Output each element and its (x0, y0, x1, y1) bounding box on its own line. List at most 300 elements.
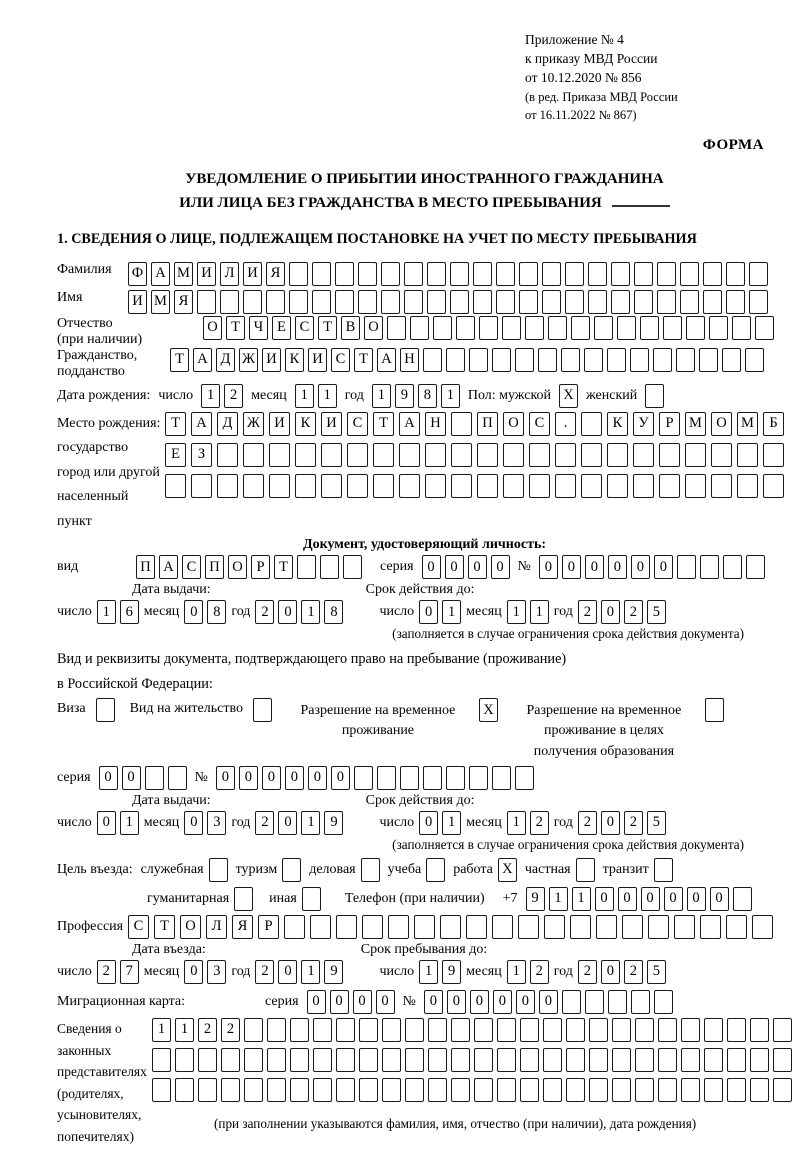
char-cell[interactable] (538, 348, 557, 372)
char-cell[interactable] (479, 316, 498, 340)
char-cell[interactable] (358, 262, 377, 286)
char-cell[interactable] (381, 262, 400, 286)
char-cell[interactable] (773, 1048, 792, 1072)
char-cell[interactable] (440, 915, 461, 939)
char-cell[interactable] (220, 290, 239, 314)
char-cell[interactable]: 1 (301, 960, 320, 984)
char-cell[interactable] (358, 290, 377, 314)
char-cell[interactable] (175, 1048, 194, 1072)
char-cell[interactable]: С (182, 555, 201, 579)
char-cell[interactable]: О (364, 316, 383, 340)
char-cell[interactable] (217, 474, 238, 498)
char-cell[interactable] (704, 1078, 723, 1102)
char-cell[interactable]: 2 (578, 960, 597, 984)
char-cell[interactable]: Т (165, 412, 186, 436)
char-cell[interactable]: А (191, 412, 212, 436)
char-cell[interactable] (576, 858, 595, 882)
char-cell[interactable]: 9 (442, 960, 461, 984)
char-cell[interactable] (704, 1048, 723, 1072)
char-cell[interactable] (168, 766, 187, 790)
char-cell[interactable]: 2 (530, 811, 549, 835)
char-cell[interactable] (336, 1048, 355, 1072)
char-cell[interactable]: П (205, 555, 224, 579)
char-cell[interactable]: Я (174, 290, 193, 314)
char-cell[interactable] (410, 316, 429, 340)
char-cell[interactable]: Д (216, 348, 235, 372)
char-cell[interactable] (658, 1018, 677, 1042)
char-cell[interactable]: 2 (624, 600, 643, 624)
char-cell[interactable] (565, 290, 584, 314)
char-cell[interactable]: 0 (216, 766, 235, 790)
char-cell[interactable]: 0 (376, 990, 395, 1014)
char-cell[interactable]: Т (318, 316, 337, 340)
char-cell[interactable]: 0 (99, 766, 118, 790)
char-cell[interactable]: И (197, 262, 216, 286)
char-cell[interactable] (373, 474, 394, 498)
char-cell[interactable]: Е (272, 316, 291, 340)
char-cell[interactable] (518, 915, 539, 939)
char-cell[interactable] (198, 1078, 217, 1102)
char-cell[interactable]: И (128, 290, 147, 314)
char-cell[interactable]: Н (425, 412, 446, 436)
char-cell[interactable]: 1 (549, 887, 568, 911)
char-cell[interactable] (425, 474, 446, 498)
char-cell[interactable]: С (529, 412, 550, 436)
char-cell[interactable]: И (321, 412, 342, 436)
char-cell[interactable] (456, 316, 475, 340)
char-cell[interactable]: 0 (654, 555, 673, 579)
char-cell[interactable]: 5 (647, 600, 666, 624)
char-cell[interactable] (359, 1018, 378, 1042)
char-cell[interactable] (425, 443, 446, 467)
char-cell[interactable] (612, 1048, 631, 1072)
char-cell[interactable]: Ч (249, 316, 268, 340)
char-cell[interactable] (645, 384, 664, 408)
char-cell[interactable]: X (479, 698, 498, 722)
char-cell[interactable] (588, 262, 607, 286)
char-cell[interactable]: 7 (120, 960, 139, 984)
char-cell[interactable] (502, 316, 521, 340)
char-cell[interactable]: 1 (318, 384, 337, 408)
char-cell[interactable] (648, 915, 669, 939)
char-cell[interactable] (451, 474, 472, 498)
char-cell[interactable] (473, 262, 492, 286)
char-cell[interactable] (387, 316, 406, 340)
char-cell[interactable] (543, 1048, 562, 1072)
char-cell[interactable] (634, 290, 653, 314)
char-cell[interactable] (503, 474, 524, 498)
char-cell[interactable] (381, 290, 400, 314)
char-cell[interactable]: 0 (447, 990, 466, 1014)
char-cell[interactable]: С (128, 915, 149, 939)
char-cell[interactable] (282, 858, 301, 882)
char-cell[interactable] (496, 290, 515, 314)
char-cell[interactable] (497, 1078, 516, 1102)
char-cell[interactable] (474, 1078, 493, 1102)
char-cell[interactable] (221, 1078, 240, 1102)
char-cell[interactable] (763, 443, 784, 467)
char-cell[interactable] (711, 474, 732, 498)
char-cell[interactable] (320, 555, 339, 579)
char-cell[interactable]: В (341, 316, 360, 340)
char-cell[interactable] (555, 443, 576, 467)
char-cell[interactable] (321, 474, 342, 498)
char-cell[interactable]: 1 (120, 811, 139, 835)
char-cell[interactable]: 0 (601, 600, 620, 624)
char-cell[interactable] (726, 262, 745, 286)
char-cell[interactable] (581, 474, 602, 498)
char-cell[interactable]: 0 (470, 990, 489, 1014)
char-cell[interactable] (295, 443, 316, 467)
char-cell[interactable] (542, 262, 561, 286)
char-cell[interactable]: 0 (308, 766, 327, 790)
char-cell[interactable] (373, 443, 394, 467)
char-cell[interactable] (722, 348, 741, 372)
char-cell[interactable] (726, 290, 745, 314)
char-cell[interactable] (336, 1018, 355, 1042)
char-cell[interactable] (763, 474, 784, 498)
char-cell[interactable] (635, 1078, 654, 1102)
char-cell[interactable]: 0 (184, 811, 203, 835)
char-cell[interactable]: Т (170, 348, 189, 372)
char-cell[interactable] (503, 443, 524, 467)
char-cell[interactable] (727, 1048, 746, 1072)
char-cell[interactable]: 0 (278, 600, 297, 624)
char-cell[interactable] (555, 474, 576, 498)
char-cell[interactable] (589, 1048, 608, 1072)
char-cell[interactable] (746, 555, 765, 579)
char-cell[interactable]: 0 (516, 990, 535, 1014)
char-cell[interactable]: 0 (445, 555, 464, 579)
char-cell[interactable]: 0 (491, 555, 510, 579)
char-cell[interactable] (423, 348, 442, 372)
char-cell[interactable] (451, 412, 472, 436)
char-cell[interactable]: Т (226, 316, 245, 340)
char-cell[interactable]: П (136, 555, 155, 579)
char-cell[interactable] (585, 990, 604, 1014)
char-cell[interactable]: 0 (184, 960, 203, 984)
char-cell[interactable] (727, 1018, 746, 1042)
char-cell[interactable] (152, 1048, 171, 1072)
char-cell[interactable] (400, 766, 419, 790)
char-cell[interactable] (497, 1018, 516, 1042)
char-cell[interactable] (267, 1018, 286, 1042)
char-cell[interactable]: 0 (618, 887, 637, 911)
char-cell[interactable]: 0 (122, 766, 141, 790)
char-cell[interactable]: Н (400, 348, 419, 372)
char-cell[interactable]: Р (659, 412, 680, 436)
char-cell[interactable] (750, 1018, 769, 1042)
char-cell[interactable] (414, 915, 435, 939)
char-cell[interactable] (404, 262, 423, 286)
char-cell[interactable] (515, 348, 534, 372)
char-cell[interactable]: Ж (239, 348, 258, 372)
char-cell[interactable]: 2 (221, 1018, 240, 1042)
char-cell[interactable]: 2 (224, 384, 243, 408)
char-cell[interactable]: О (203, 316, 222, 340)
char-cell[interactable] (244, 1048, 263, 1072)
char-cell[interactable] (749, 290, 768, 314)
char-cell[interactable] (635, 1048, 654, 1072)
char-cell[interactable] (663, 316, 682, 340)
char-cell[interactable] (354, 766, 373, 790)
char-cell[interactable]: 1 (201, 384, 220, 408)
char-cell[interactable]: И (308, 348, 327, 372)
char-cell[interactable] (433, 316, 452, 340)
char-cell[interactable]: 0 (262, 766, 281, 790)
char-cell[interactable]: М (685, 412, 706, 436)
char-cell[interactable] (243, 443, 264, 467)
char-cell[interactable] (404, 290, 423, 314)
char-cell[interactable] (473, 290, 492, 314)
char-cell[interactable]: 1 (507, 811, 526, 835)
char-cell[interactable] (685, 474, 706, 498)
char-cell[interactable]: Т (373, 412, 394, 436)
char-cell[interactable] (561, 348, 580, 372)
char-cell[interactable] (446, 766, 465, 790)
char-cell[interactable]: 0 (493, 990, 512, 1014)
char-cell[interactable]: 0 (278, 960, 297, 984)
char-cell[interactable] (607, 443, 628, 467)
char-cell[interactable] (423, 766, 442, 790)
char-cell[interactable]: Т (354, 348, 373, 372)
char-cell[interactable] (492, 766, 511, 790)
char-cell[interactable]: 2 (624, 811, 643, 835)
char-cell[interactable]: Д (217, 412, 238, 436)
char-cell[interactable] (269, 474, 290, 498)
char-cell[interactable] (427, 262, 446, 286)
char-cell[interactable] (253, 698, 272, 722)
char-cell[interactable]: 3 (207, 811, 226, 835)
char-cell[interactable] (658, 1048, 677, 1072)
char-cell[interactable]: 0 (353, 990, 372, 1014)
char-cell[interactable]: . (555, 412, 576, 436)
char-cell[interactable]: Т (274, 555, 293, 579)
char-cell[interactable] (96, 698, 115, 722)
char-cell[interactable]: О (180, 915, 201, 939)
char-cell[interactable] (427, 290, 446, 314)
char-cell[interactable]: 1 (372, 384, 391, 408)
char-cell[interactable]: Б (763, 412, 784, 436)
char-cell[interactable]: И (262, 348, 281, 372)
char-cell[interactable]: 0 (585, 555, 604, 579)
char-cell[interactable]: 1 (572, 887, 591, 911)
char-cell[interactable] (313, 1078, 332, 1102)
char-cell[interactable] (681, 1078, 700, 1102)
char-cell[interactable]: 1 (441, 384, 460, 408)
char-cell[interactable] (750, 1048, 769, 1072)
char-cell[interactable]: 2 (578, 811, 597, 835)
char-cell[interactable] (737, 474, 758, 498)
char-cell[interactable] (640, 316, 659, 340)
char-cell[interactable] (405, 1078, 424, 1102)
char-cell[interactable] (596, 915, 617, 939)
char-cell[interactable]: 5 (647, 811, 666, 835)
char-cell[interactable] (165, 474, 186, 498)
char-cell[interactable] (737, 443, 758, 467)
char-cell[interactable] (607, 348, 626, 372)
char-cell[interactable] (566, 1018, 585, 1042)
char-cell[interactable] (588, 290, 607, 314)
char-cell[interactable]: 0 (419, 600, 438, 624)
char-cell[interactable] (745, 348, 764, 372)
char-cell[interactable] (703, 262, 722, 286)
char-cell[interactable] (451, 443, 472, 467)
char-cell[interactable] (289, 262, 308, 286)
char-cell[interactable]: О (711, 412, 732, 436)
char-cell[interactable] (612, 1018, 631, 1042)
char-cell[interactable]: Р (251, 555, 270, 579)
char-cell[interactable] (310, 915, 331, 939)
char-cell[interactable] (529, 443, 550, 467)
char-cell[interactable] (221, 1048, 240, 1072)
char-cell[interactable]: Е (165, 443, 186, 467)
char-cell[interactable]: 2 (255, 811, 274, 835)
char-cell[interactable]: 1 (175, 1018, 194, 1042)
char-cell[interactable] (570, 915, 591, 939)
char-cell[interactable] (405, 1018, 424, 1042)
char-cell[interactable]: 6 (120, 600, 139, 624)
char-cell[interactable] (267, 1078, 286, 1102)
char-cell[interactable] (382, 1078, 401, 1102)
char-cell[interactable]: 1 (295, 384, 314, 408)
char-cell[interactable] (654, 990, 673, 1014)
char-cell[interactable]: 1 (442, 600, 461, 624)
char-cell[interactable]: X (498, 858, 517, 882)
char-cell[interactable] (733, 887, 752, 911)
char-cell[interactable] (548, 316, 567, 340)
char-cell[interactable]: 0 (562, 555, 581, 579)
char-cell[interactable]: 8 (324, 600, 343, 624)
char-cell[interactable] (727, 1078, 746, 1102)
char-cell[interactable] (631, 990, 650, 1014)
char-cell[interactable] (312, 290, 331, 314)
char-cell[interactable] (686, 316, 705, 340)
char-cell[interactable] (723, 555, 742, 579)
char-cell[interactable] (653, 348, 672, 372)
char-cell[interactable] (773, 1018, 792, 1042)
char-cell[interactable] (674, 915, 695, 939)
char-cell[interactable]: 0 (641, 887, 660, 911)
char-cell[interactable] (635, 1018, 654, 1042)
char-cell[interactable] (477, 443, 498, 467)
char-cell[interactable] (343, 555, 362, 579)
char-cell[interactable]: Р (258, 915, 279, 939)
char-cell[interactable]: 9 (324, 960, 343, 984)
char-cell[interactable] (466, 915, 487, 939)
char-cell[interactable] (681, 1048, 700, 1072)
char-cell[interactable] (426, 858, 445, 882)
char-cell[interactable] (217, 443, 238, 467)
char-cell[interactable] (474, 1018, 493, 1042)
char-cell[interactable]: Л (220, 262, 239, 286)
char-cell[interactable]: 0 (330, 990, 349, 1014)
char-cell[interactable]: 2 (255, 600, 274, 624)
char-cell[interactable] (520, 1078, 539, 1102)
char-cell[interactable] (634, 262, 653, 286)
char-cell[interactable] (732, 316, 751, 340)
char-cell[interactable] (290, 1048, 309, 1072)
char-cell[interactable]: А (193, 348, 212, 372)
char-cell[interactable] (749, 262, 768, 286)
char-cell[interactable] (244, 1018, 263, 1042)
char-cell[interactable] (589, 1078, 608, 1102)
char-cell[interactable] (290, 1078, 309, 1102)
char-cell[interactable]: 0 (601, 811, 620, 835)
char-cell[interactable]: 2 (530, 960, 549, 984)
char-cell[interactable] (611, 262, 630, 286)
char-cell[interactable] (589, 1018, 608, 1042)
char-cell[interactable]: С (295, 316, 314, 340)
char-cell[interactable] (297, 555, 316, 579)
char-cell[interactable]: 0 (422, 555, 441, 579)
char-cell[interactable]: 1 (442, 811, 461, 835)
char-cell[interactable]: 0 (595, 887, 614, 911)
char-cell[interactable] (520, 1018, 539, 1042)
char-cell[interactable] (633, 443, 654, 467)
char-cell[interactable] (451, 1078, 470, 1102)
char-cell[interactable] (658, 1078, 677, 1102)
char-cell[interactable]: 0 (539, 990, 558, 1014)
char-cell[interactable] (529, 474, 550, 498)
char-cell[interactable] (450, 262, 469, 286)
char-cell[interactable] (243, 290, 262, 314)
char-cell[interactable] (543, 1018, 562, 1042)
char-cell[interactable] (336, 915, 357, 939)
char-cell[interactable] (450, 290, 469, 314)
char-cell[interactable]: М (174, 262, 193, 286)
char-cell[interactable] (654, 858, 673, 882)
char-cell[interactable] (451, 1048, 470, 1072)
char-cell[interactable] (359, 1048, 378, 1072)
char-cell[interactable] (542, 290, 561, 314)
char-cell[interactable] (302, 887, 321, 911)
char-cell[interactable] (451, 1018, 470, 1042)
char-cell[interactable] (562, 990, 581, 1014)
char-cell[interactable]: 5 (647, 960, 666, 984)
char-cell[interactable] (399, 474, 420, 498)
char-cell[interactable] (359, 1078, 378, 1102)
char-cell[interactable]: 0 (184, 600, 203, 624)
char-cell[interactable] (607, 474, 628, 498)
char-cell[interactable] (492, 348, 511, 372)
char-cell[interactable] (266, 290, 285, 314)
char-cell[interactable] (382, 1048, 401, 1072)
char-cell[interactable] (543, 1078, 562, 1102)
char-cell[interactable]: 2 (624, 960, 643, 984)
char-cell[interactable] (175, 1078, 194, 1102)
char-cell[interactable] (428, 1048, 447, 1072)
char-cell[interactable]: 1 (507, 960, 526, 984)
char-cell[interactable]: 0 (307, 990, 326, 1014)
char-cell[interactable]: 2 (97, 960, 116, 984)
char-cell[interactable] (234, 887, 253, 911)
char-cell[interactable]: О (503, 412, 524, 436)
char-cell[interactable] (680, 262, 699, 286)
char-cell[interactable] (608, 990, 627, 1014)
char-cell[interactable] (565, 262, 584, 286)
char-cell[interactable] (699, 348, 718, 372)
char-cell[interactable] (657, 262, 676, 286)
char-cell[interactable]: П (477, 412, 498, 436)
char-cell[interactable] (405, 1048, 424, 1072)
char-cell[interactable] (676, 348, 695, 372)
char-cell[interactable] (525, 316, 544, 340)
char-cell[interactable]: К (285, 348, 304, 372)
char-cell[interactable] (755, 316, 774, 340)
char-cell[interactable] (680, 290, 699, 314)
char-cell[interactable] (709, 316, 728, 340)
